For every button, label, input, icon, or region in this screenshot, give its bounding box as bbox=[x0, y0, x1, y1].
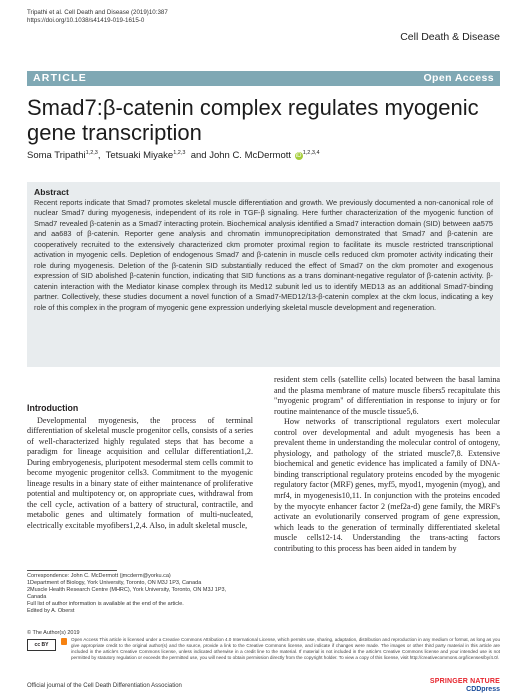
left-column bbox=[27, 403, 253, 532]
publisher-logo bbox=[430, 678, 500, 694]
affiliation-note: Canada bbox=[27, 594, 47, 601]
journal-name: Cell Death & Disease bbox=[400, 31, 500, 43]
author-name: and John C. McDermott bbox=[190, 150, 292, 162]
citation-line: Tripathi et al. Cell Death and Disease (2019)10:387 bbox=[27, 9, 168, 16]
affiliation-note: 2Muscle Health Research Centre (MHRC), York University, Toronto, ON M3J 1P3, bbox=[27, 587, 227, 594]
cddpress-logo: CDDpress bbox=[466, 686, 500, 693]
orcid-icon[interactable]: iD bbox=[295, 153, 302, 160]
editor-note: Edited by A. Oberst bbox=[27, 608, 75, 615]
abstract-box bbox=[27, 182, 500, 367]
article-type-label: ARTICLE bbox=[33, 72, 87, 84]
abstract-heading: Abstract bbox=[34, 187, 69, 197]
right-column bbox=[274, 375, 500, 554]
footnote-divider bbox=[27, 570, 117, 571]
footnotes bbox=[27, 573, 253, 616]
author-info-note: Full list of author information is available at the end of the article. bbox=[27, 601, 184, 608]
article-title: Smad7:β-catenin complex regulates myogenic gene transcription bbox=[27, 95, 479, 145]
article-banner bbox=[27, 71, 500, 86]
body-paragraph: resident stem cells (satellite cells) located between the basal lamina and the plasma membrane of mature muscle fibers5 recapitulate this "myogenic program" of differentiation in response to injury or for routine maintenance of the muscle tissue5,6. bbox=[274, 375, 500, 416]
copyright-line: © The Author(s) 2019 bbox=[27, 630, 80, 636]
author-affiliation: 1,2,3,4 bbox=[302, 150, 320, 156]
license-block bbox=[27, 637, 500, 677]
correspondence-note: Correspondence: John C. McDermott (jmcderm@yorku.ca) bbox=[27, 573, 171, 579]
affiliation-note: 1Department of Biology, York University, Toronto, ON M3J 1P3, Canada bbox=[27, 580, 202, 587]
author-name: Soma Tripathi bbox=[27, 150, 86, 162]
open-access-lock-icon bbox=[61, 638, 67, 645]
journal-footer: Official journal of the Cell Death Differentiation Association bbox=[27, 683, 182, 689]
body-paragraph: How networks of transcriptional regulators exert molecular control over developmental and adult myogenesis has been a prevalent theme in understanding the molecular control of ontogeny, physiology, and pathology of the striated muscle7,8. Extensive biochemical and genetic evidence has implicated a family of DNA-binding transcriptional regulatory proteins encoded by the myogenic regulatory factor (MRF) genes, myf5, myod1, myogenin (myog), and mrf4, in myogenesis10,11. In conjunction with the proteins encoded by the myocyte enhancer factor 2 (mef2a-d) gene family, the MRF's activate an evolutionarily conserved program of gene expression, which leads to the generation of terminally differentiated skeletal muscle cells12-14. Understanding the trans-acting factors contributing to this process has been aided in tandem by bbox=[274, 417, 500, 553]
author-affiliation: 1,2,3 bbox=[173, 150, 186, 156]
author-list: Soma Tripathi$^{1,2,3}$, Tetsuaki Miyake$^{1,2,3}$ and John C. McDermott iD$^{1,2,3,4}$ bbox=[27, 150, 320, 162]
section-heading: Introduction bbox=[27, 403, 79, 413]
springer-nature-logo: SPRINGER NATURE bbox=[429, 678, 500, 685]
doi-link[interactable]: https://doi.org/10.1038/s41419-019-1615-0 bbox=[27, 17, 145, 24]
license-text: Open Access This article is licensed under a Creative Commons Attribution 4.0 International License, which permits use, sharing, adaptation, distribution and reproduction in any medium or format, as long as you give appropriate credit to the original author(s) and the source, provide a link to the Creative Commons license, and indicate if changes were made. The images or other third party material in this article are included in the article's Creative Commons license, unless indicated otherwise in a credit line to the material. If material is not included in the article's Creative Commons license and your intended use is not permitted by statutory regulation or exceeds the permitted use, you will need to obtain permission directly from the copyright holder. To view a copy of this license, visit http://creativecommons.org/licenses/by/4.0/. bbox=[71, 637, 500, 661]
body-paragraph: Developmental myogenesis, the process of terminal differentiation of skeletal muscle progenitor cells, consists of a series of well-characterized highly regulated steps that has become a paradigm for lineage acquisition and cellular differentiation1,2. During embryogenesis, pluripotent mesodermal stem cells commit to become myogenic progenitor cells3. Commitment to the myogenic lineage results in a binary state of either maintenance of proliferative potential and multipotency or, on appropriate cues, withdrawal from the cell cycle, activation of a battery of structural, contractile, and metabolic genes and ultimately formation of multi-nucleated, electrically excitable myofibers1,2,4. Also, in adult skeletal muscle, bbox=[27, 415, 253, 531]
author-affiliation: 1,2,3 bbox=[85, 150, 98, 156]
abstract-text: Recent reports indicate that Smad7 promotes skeletal muscle differentiation and growth. We previously documented a non-canonical role of nuclear Smad7 during myogenesis, independent of its role in TGF-β signaling. Here further characterization of the myogenic function of Smad7 revealed β-catenin as a Smad7 interacting protein. Biochemical analysis identified a Smad7 interaction domain (SID) between aa575 and aa683 of β-catenin. Reporter gene analysis and chromatin immunoprecipitation demonstrated that Smad7 and β-catenin are cooperatively recruited to the extensively characterized ckm promoter proximal region to facilitate its muscle restricted transcriptional activation in myogenic cells. Depletion of endogenous Smad7 and β-catenin in muscle cells reduced ckm promoter activity indicating their role during myogenesis. Deletion of the β-catenin SID substantially reduced the effect of Smad7 on the ckm promoter and exogenous expression of SID abolished β-catenin function, indicating that SID functions as a trans dominant-negative regulator of β-catenin activity. β-catenin interaction with the Mediator kinase complex through its Med12 subunit led us to identify MED13 as an additional Smad7-binding partner. Collectively, these studies document a novel function of a Smad7-MED12/13-β-catenin complex at the ckm locus, indicating a key role of this complex in the program of myogenic gene expression underlying skeletal muscle development and regeneration. bbox=[34, 198, 493, 312]
citation-header bbox=[27, 9, 168, 25]
open-access-label: Open Access bbox=[423, 72, 494, 84]
author-name: Tetsuaki Miyake bbox=[105, 150, 174, 162]
cc-by-icon[interactable]: cc BY bbox=[27, 639, 56, 651]
